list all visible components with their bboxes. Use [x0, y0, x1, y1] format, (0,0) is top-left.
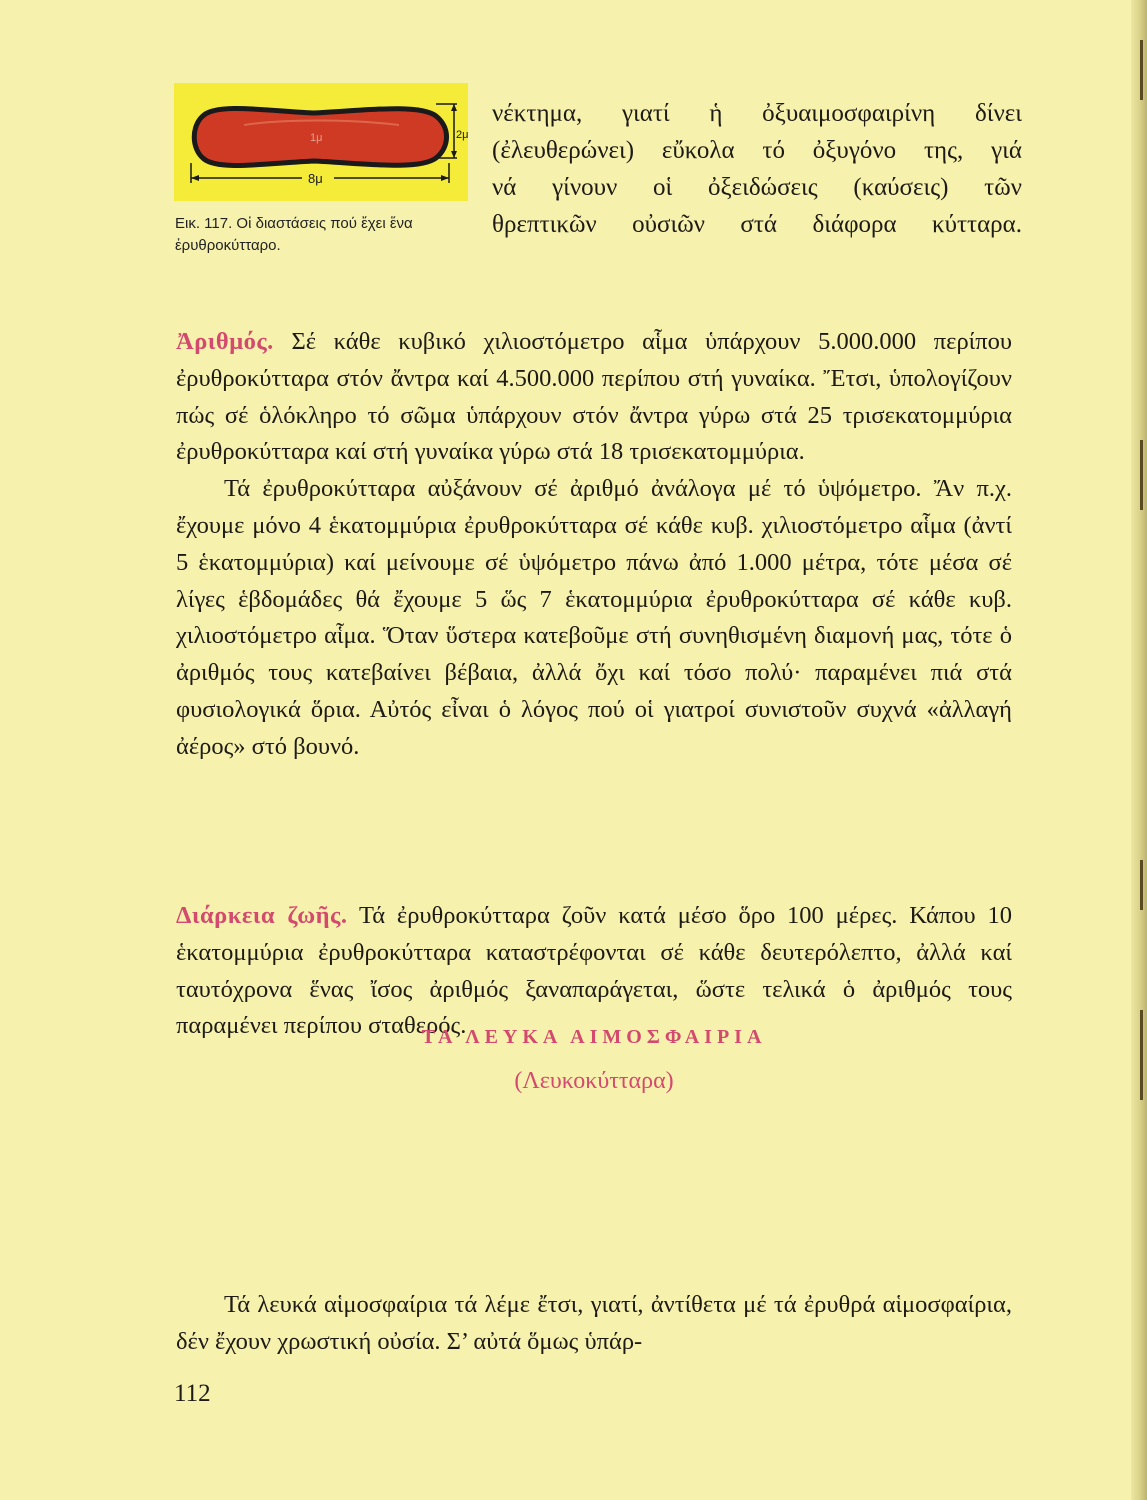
white-cells-paragraph: Τά λευκά αἱμοσφαίρια τά λέμε ἔτσι, γιατί, ἀντίθετα μέ τά ἐρυθρά αἱμοσφαίρια, δέν ἔχουν χρωστική οὐσία. Σ’ αὐτά ὅμως ὑπάρ- [176, 1291, 1012, 1355]
side-text-line: νά γίνουν οἱ ὀξειδώσεις (καύσεις) τῶν [492, 174, 1022, 201]
edge-mark [1140, 1010, 1143, 1100]
dim-arrow-left [191, 175, 199, 181]
lifespan-heading: Διάρκεια ζωῆς. [176, 902, 348, 929]
figure-caption: Εικ. 117. Οἱ διαστάσεις πού ἔχει ἕνα ἐρυθροκύτταρο. [175, 215, 413, 254]
lifespan-text: Τά ἐρυθροκύτταρα ζοῦν κατά μέσο ὅρο 100 μέρες. Κάπου 10 ἑκατομμύρια ἐρυθροκύτταρα καταστρέφονται σέ κάθε δευτερόλεπτο, ἀλλά καί ταυτόχρονα ἕνας ἴσος ἀριθμός ξαναπαράγεται, ὥστε τελικά ὁ ἀριθμός τους παραμένει περίπου σταθερός. [176, 902, 1013, 1040]
side-text-line: θρεπτικῶν οὐσιῶν στά διάφορα κύτταρα. [492, 211, 1022, 238]
side-text [492, 95, 1022, 243]
dim-height-label: 2μ [456, 129, 468, 141]
page-number: 112 [174, 1380, 211, 1407]
white-cells-section [176, 1286, 1012, 1360]
number-heading: Ἀριθμός. [176, 328, 274, 355]
side-text-line: νέκτημα, γιατί ἡ ὀξυαιμοσφαιρίνη δίνει [492, 100, 1022, 127]
white-cells-heading [176, 1022, 1012, 1098]
side-text-line: (ἐλευθερώνει) εὔκολα τό ὀξυγόνο της, γιά [492, 137, 1022, 164]
number-paragraph-1 [176, 324, 1012, 471]
edge-mark [1140, 440, 1143, 510]
edge-mark [1140, 40, 1143, 100]
dim-arrow-right [441, 175, 449, 181]
dim-arrow-up [451, 104, 457, 111]
number-paragraph-2: Τά ἐρυθροκύτταρα αὐξάνουν σέ ἀριθμό ἀνάλογα μέ τό ὑψόμετρο. Ἄν π.χ. ἔχουμε μόνο 4 ἑκατομμύρια ἐρυθροκύτταρα σέ κάθε κυβ. χιλιοστόμετρο αἷμα (ἀντί 5 ἑκατομμύρια) καί μείνουμε σέ ὑψόμετρο πάνω ἀπό 1.000 μέτρα, τότε μέσα σέ λίγες ἑβδομάδες θά ἔχουμε 5 ὥς 7 ἑκατομμύρια ἐρυθροκύτταρα σέ κάθε κυβ. χιλιοστόμετρο αἷμα. Ὅταν ὕστερα κατεβοῦμε στή συνηθισμένη διαμονή μας, τότε ὁ ἀριθμός τους κατεβαίνει βέβαια, ἀλλά ὄχι καί τόσο πολύ· παραμένει πιά στά φυσιολογικά ὅρια. Αὐτός εἶναι ὁ λόγος πού οἱ γιατροί συνιστοῦν συχνά «ἀλλαγή ἀέρος» στό βουνό. [176, 475, 1012, 760]
edge-mark [1140, 860, 1143, 910]
erythrocyte-diagram [174, 83, 468, 201]
page-edge [1131, 0, 1147, 1500]
inner-mark-label: 1μ [310, 132, 323, 144]
white-cells-title: ΤΑ ΛΕΥΚΑ ΑΙΜΟΣΦΑΙΡΙΑ [421, 1026, 767, 1048]
dim-arrow-down [451, 151, 457, 158]
number-section [176, 324, 1012, 766]
white-cells-subtitle: (Λευκοκύτταρα) [514, 1068, 674, 1094]
number-text-1: Σέ κάθε κυβικό χιλιοστόμετρο αἷμα ὑπάρχουν 5.000.000 περίπου ἐρυθροκύτταρα στόν ἄντρα καί 4.500.000 περίπου στή γυναίκα. Ἔτσι, ὑπολογίζουν πώς σέ ὁλόκληρο τό σῶμα ὑπάρχουν στόν ἄντρα γύρω στά 25 τρισεκατομμύρια ἐρυθροκύτταρα καί στή γυναίκα γύρω στά 18 τρισεκατομμύρια. [176, 328, 1013, 466]
dim-width-label: 8μ [308, 171, 323, 186]
erythrocyte-figure [174, 83, 468, 201]
